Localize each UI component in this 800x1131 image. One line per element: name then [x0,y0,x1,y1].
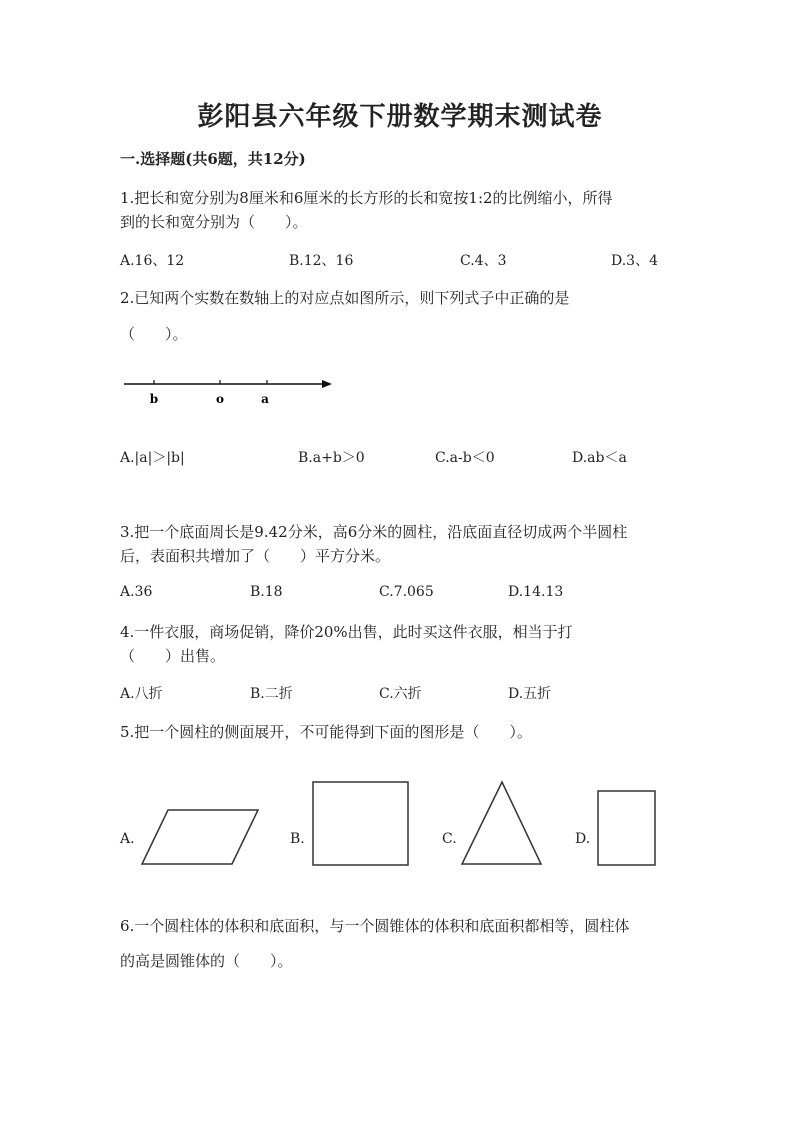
q1-option-d[interactable]: D.3、4 [611,253,658,269]
question-2-text: 2.已知两个实数在数轴上的对应点如图所示，则下列式子中正确的是 [120,289,570,307]
question-line: 后，表面积共增加了（ ）平方分米。 [120,547,391,565]
square-shape [313,782,408,865]
q3-option-c[interactable]: C.7.065 [379,584,434,600]
question-2-text-cont: （ ）。 [120,325,188,343]
question-line: 6.一个圆柱体的体积和底面积，与一个圆锥体的体积和底面积都相等，圆柱体 [120,917,630,935]
page-title: 彭阳县六年级下册数学期末测试卷 [197,102,603,132]
q2-option-d[interactable]: D.ab＜a [572,450,627,466]
question-line: 3.把一个底面周长是9.42分米，高6分米的圆柱，沿底面直径切成两个半圆柱 [120,523,628,541]
triangle-shape [462,782,541,864]
q2-option-c[interactable]: C.a-b＜0 [435,450,495,466]
q3-option-b[interactable]: B.18 [250,584,283,600]
q3-option-d[interactable]: D.14.13 [508,584,564,600]
question-line: 1.把长和宽分别为8厘米和6厘米的长方形的长和宽按1:2的比例缩小，所得 [120,189,613,207]
q4-option-d[interactable]: D.五折 [508,686,552,702]
numberline-label-a: a [261,392,269,406]
question-line: 到的长和宽分别为（ ）。 [120,213,308,231]
numberline-label-o: o [215,392,225,406]
q4-option-b[interactable]: B.二折 [250,686,293,702]
question-5-text: 5.把一个圆柱的侧面展开，不可能得到下面的图形是（ ）。 [120,723,532,741]
q5-option-b[interactable]: B. [290,831,305,847]
question-6-text [120,909,629,979]
rectangle-shape [598,791,655,865]
q1-option-c[interactable]: C.4、3 [460,253,507,269]
q1-option-a[interactable]: A.16、12 [120,253,185,269]
q5-option-a[interactable]: A. [120,831,135,847]
parallelogram-shape [142,810,258,864]
q3-option-a[interactable]: A.36 [120,584,153,600]
question-line: 4.一件衣服，商场促销，降价20%出售，此时买这件衣服，相当于打 [120,623,573,641]
q5-option-c[interactable]: C. [442,831,457,847]
section-heading: 一.选择题(共6题，共12分) [120,150,306,168]
q4-option-a[interactable]: A.八折 [120,686,163,702]
q5-option-d[interactable]: D. [575,831,591,847]
q2-option-a[interactable]: A.|a|＞|b| [120,450,185,466]
q2-option-b[interactable]: B.a+b＞0 [298,450,365,466]
q1-option-b[interactable]: B.12、16 [289,253,354,269]
question-line: （ ）出售。 [120,647,226,665]
numberline-label-b: b [149,392,159,406]
q4-option-c[interactable]: C.六折 [379,686,422,702]
question-line: 的高是圆锥体的（ ）。 [120,952,293,970]
